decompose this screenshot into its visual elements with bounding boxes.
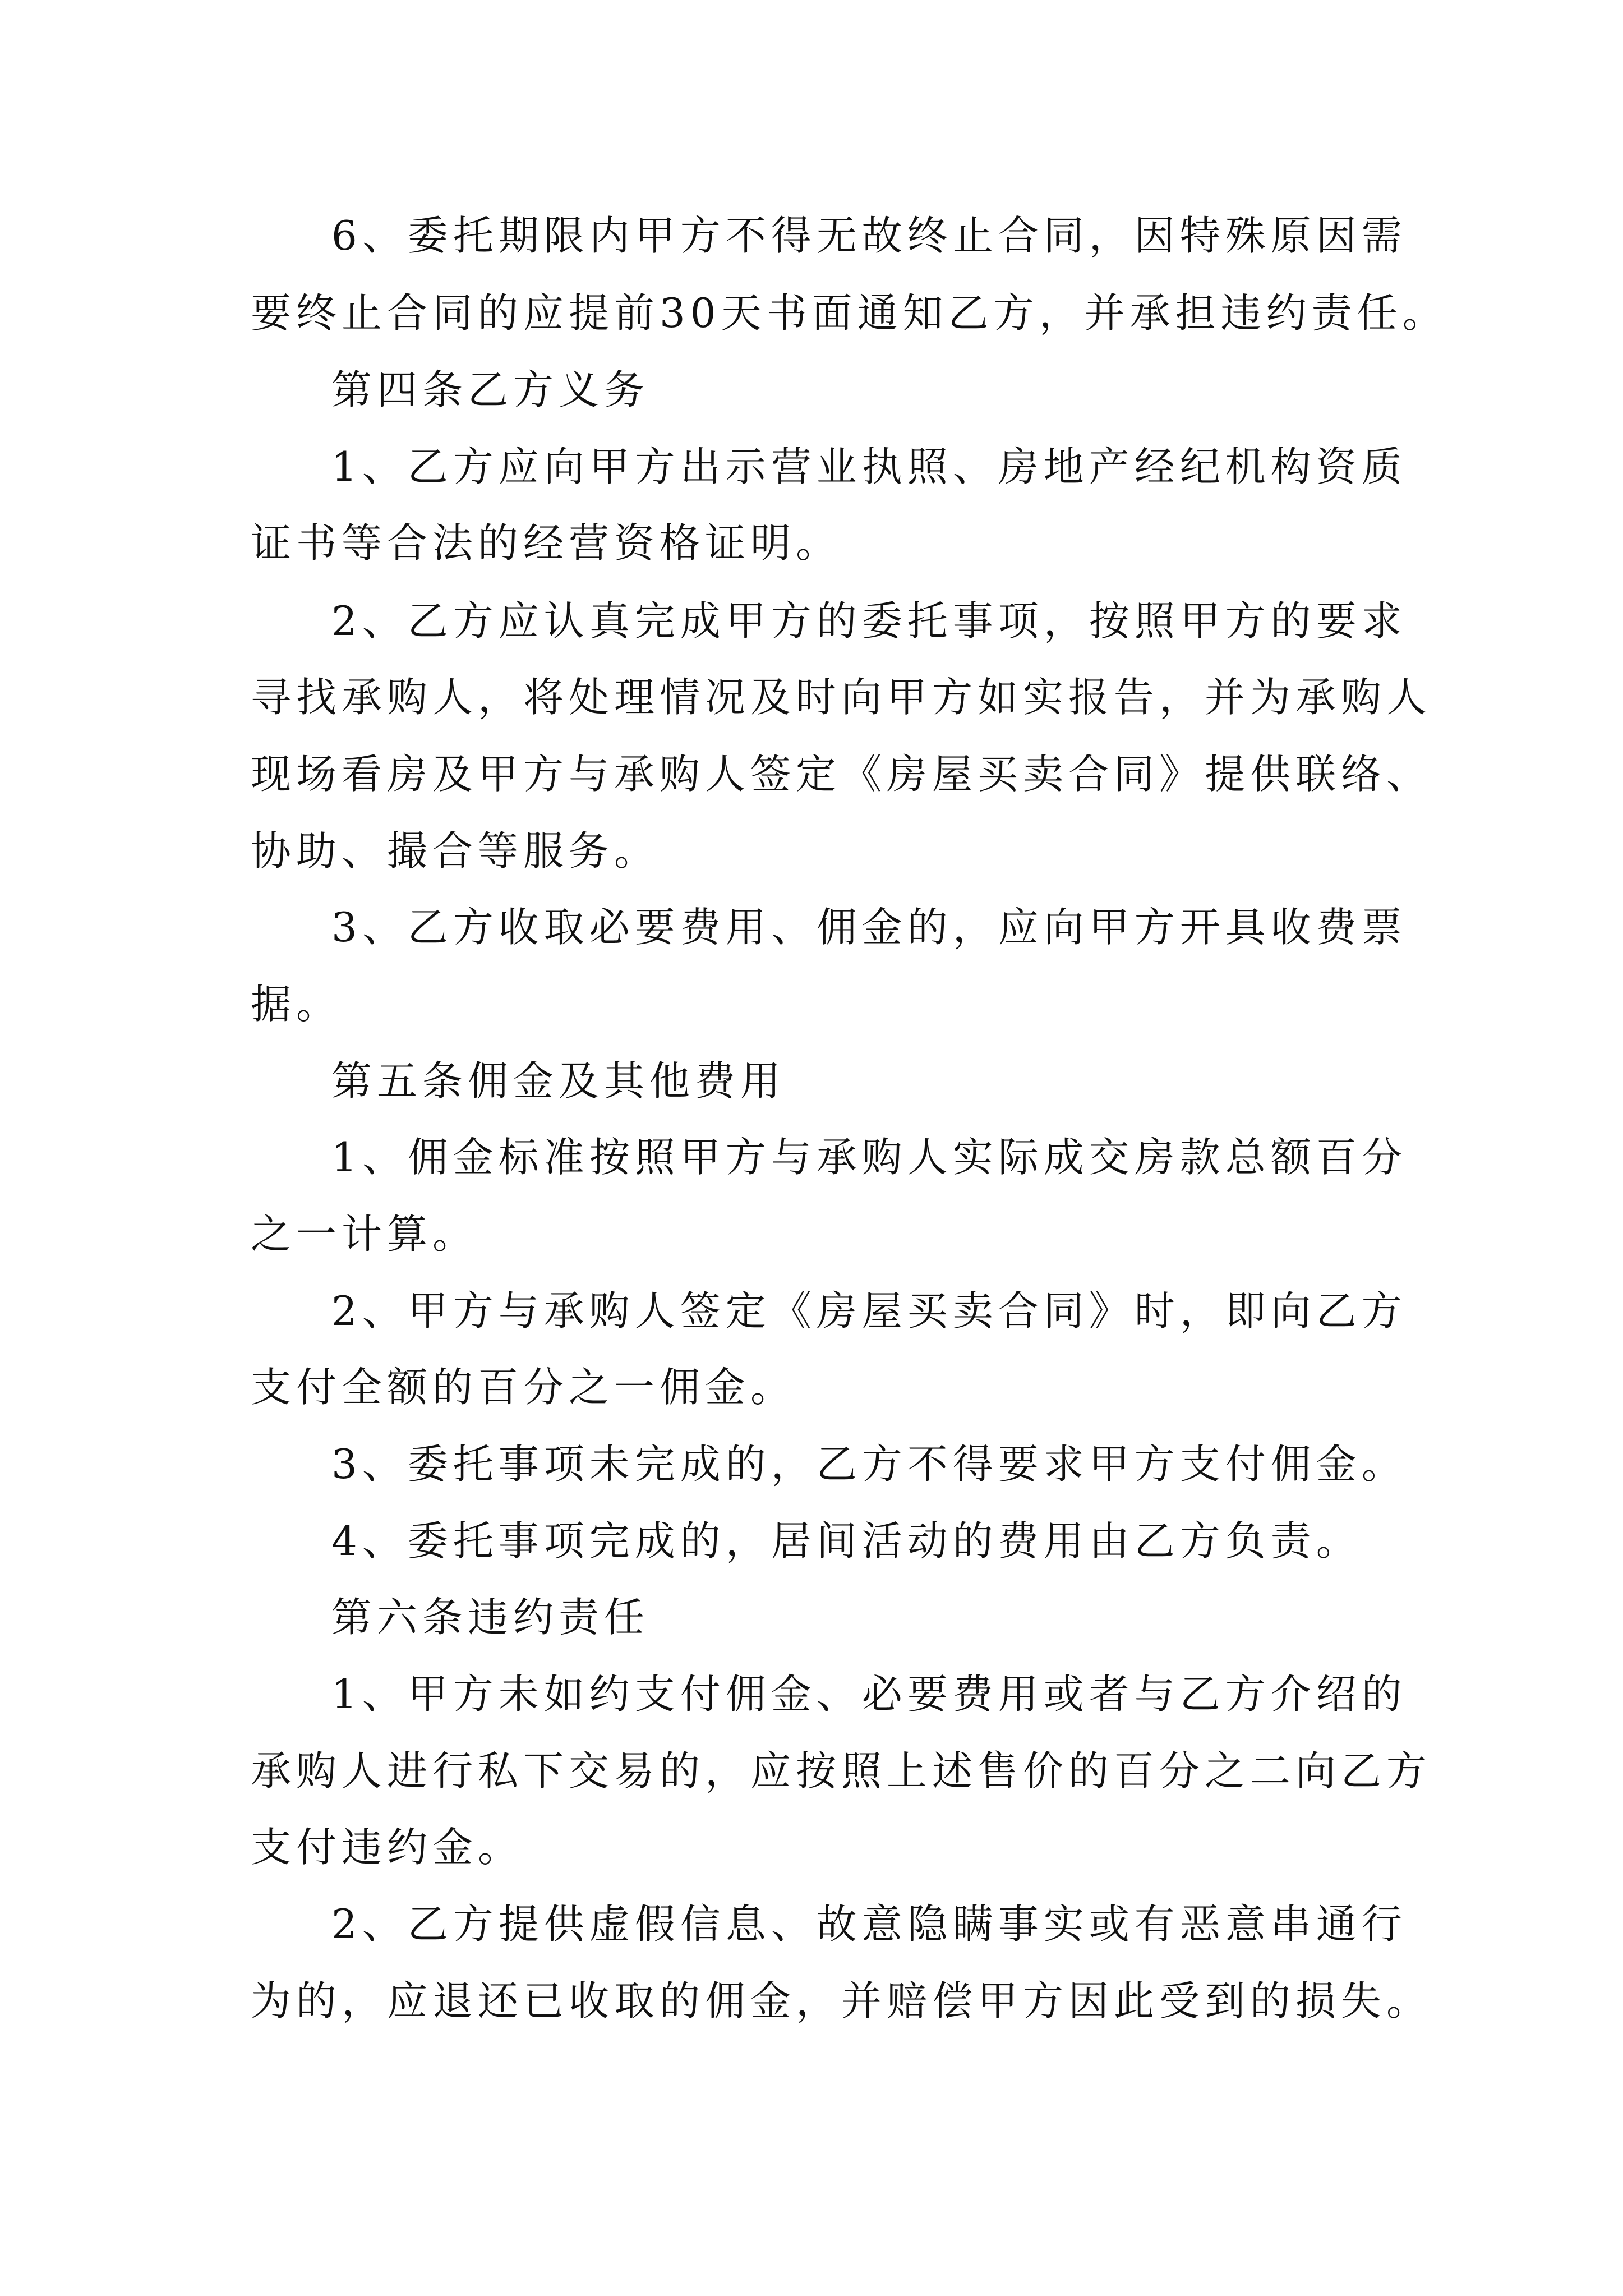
section-heading: 第四条乙方义务 <box>331 366 650 413</box>
paragraph-line: 2、甲方与承购人签定《房屋买卖合同》时，即向乙方 <box>331 1287 1407 1335</box>
paragraph-line: 现场看房及甲方与承购人签定《房屋买卖合同》提供联络、 <box>251 751 1432 798</box>
paragraph-line: 2、乙方提供虚假信息、故意隐瞒事实或有恶意串通行 <box>331 1901 1407 1948</box>
paragraph-line: 支付全额的百分之一佣金。 <box>251 1364 796 1411</box>
paragraph-line: 1、佣金标准按照甲方与承购人实际成交房款总额百分 <box>331 1134 1407 1181</box>
paragraph-line: 1、甲方未如约支付佣金、必要费用或者与乙方介绍的 <box>331 1671 1407 1718</box>
paragraph-line: 2、乙方应认真完成甲方的委托事项，按照甲方的要求 <box>331 597 1407 645</box>
paragraph-line: 4、委托事项完成的，居间活动的费用由乙方负责。 <box>331 1517 1362 1565</box>
paragraph-line: 3、乙方收取必要费用、佣金的，应向甲方开具收费票 <box>331 904 1407 951</box>
paragraph-line: 据。 <box>251 981 342 1028</box>
paragraph-line: 寻找承购人，将处理情况及时向甲方如实报告，并为承购人 <box>251 674 1432 721</box>
section-heading: 第六条违约责任 <box>331 1594 650 1641</box>
paragraph-line: 之一计算。 <box>251 1211 478 1258</box>
paragraph-line: 6、委托期限内甲方不得无故终止合同，因特殊原因需 <box>331 212 1407 259</box>
paragraph-line: 要终止合同的应提前30天书面通知乙方，并承担违约责任。 <box>251 289 1448 337</box>
paragraph-line: 承购人进行私下交易的，应按照上述售价的百分之二向乙方 <box>251 1747 1432 1795</box>
paragraph-line: 3、委托事项未完成的，乙方不得要求甲方支付佣金。 <box>331 1441 1407 1488</box>
paragraph-line: 协助、撮合等服务。 <box>251 827 660 875</box>
paragraph-line: 支付违约金。 <box>251 1824 524 1871</box>
paragraph-line: 为的，应退还已收取的佣金，并赔偿甲方因此受到的损失。 <box>251 1977 1432 2024</box>
section-heading: 第五条佣金及其他费用 <box>331 1057 786 1105</box>
paragraph-line: 证书等合法的经营资格证明。 <box>251 519 842 567</box>
paragraph-line: 1、乙方应向甲方出示营业执照、房地产经纪机构资质 <box>331 443 1407 490</box>
